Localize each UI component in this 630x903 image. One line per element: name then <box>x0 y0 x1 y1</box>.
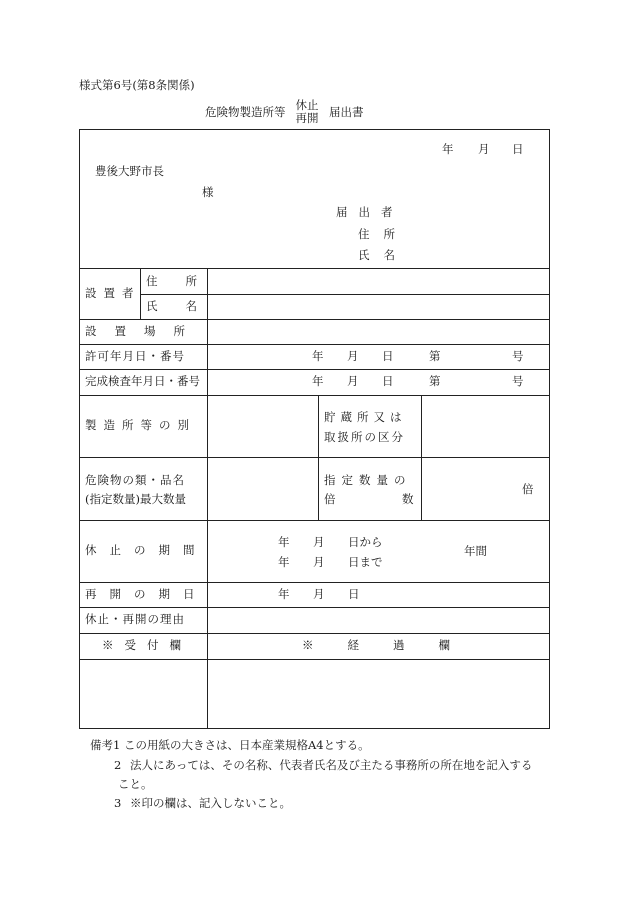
progress-label: ※経過欄 <box>302 638 484 652</box>
permit-month: 月 <box>347 349 359 363</box>
note-2-number: 2 <box>114 758 122 772</box>
multiple-line2a: 倍 <box>324 492 336 506</box>
installer-address-label: 住所 <box>146 274 225 288</box>
rule-h12 <box>79 659 550 660</box>
suspension-period-label: 休止の期間 <box>85 543 208 557</box>
inspection-year: 年 <box>312 374 324 388</box>
title-main: 危険物製造所等 <box>205 105 286 119</box>
period-to-suffix: 日まで <box>348 555 383 569</box>
installer-label: 設置者 <box>85 286 141 300</box>
permit-number-prefix: 第 <box>429 349 441 363</box>
period-from-suffix: 日から <box>348 535 383 549</box>
applicant-label <box>336 205 404 219</box>
facility-type-label: 製造所等の別 <box>85 418 196 432</box>
rule-h1 <box>79 268 550 269</box>
permit-number-suffix: 号 <box>512 349 524 363</box>
rule-h6 <box>79 395 550 396</box>
location-label: 設置場所 <box>85 324 203 338</box>
title-suffix: 届出書 <box>329 105 364 119</box>
multiple-line2b: 数 <box>402 492 414 506</box>
submit-year: 年 <box>442 142 454 156</box>
title-option-suspend: 休止 <box>295 98 319 112</box>
rule-v-main <box>207 268 208 729</box>
submit-month: 月 <box>478 142 490 156</box>
rule-h9 <box>79 582 550 583</box>
note-3-number: 3 <box>114 796 122 810</box>
rule-h2 <box>140 294 550 295</box>
permit-year: 年 <box>312 349 324 363</box>
period-years: 年間 <box>464 544 487 558</box>
addressee: 豊後大野市長 <box>95 164 164 178</box>
permit-label: 許可年月日・番号 <box>85 349 185 363</box>
applicant-name-label: 氏名 <box>358 248 409 262</box>
period-to-year: 年 <box>278 555 290 569</box>
inspection-number-suffix: 号 <box>512 374 524 388</box>
note-3-text: ※印の欄は、記入しないこと。 <box>130 796 291 810</box>
rule-v-mid-left <box>318 395 319 520</box>
note-1: 備考1 この用紙の大きさは、日本産業規格A4とする。 <box>90 738 370 752</box>
installer-name-label: 氏名 <box>146 299 225 313</box>
resume-date-label: 再開の期日 <box>85 587 208 601</box>
reason-label: 休止・再開の理由 <box>85 612 185 626</box>
submit-day: 日 <box>512 142 524 156</box>
storage-class-line1: 貯蔵所又は <box>324 410 407 424</box>
inspection-day: 日 <box>382 374 394 388</box>
reception-label: ※受付欄 <box>102 638 192 652</box>
note-2-text: 法人にあっては、その名称、代表者氏名及び主たる事務所の所在地を記入する <box>130 758 533 772</box>
applicant-label-text: 届出者 <box>336 205 404 219</box>
hazmat-line2: (指定数量)最大数量 <box>85 492 186 506</box>
rule-v-mid-right <box>421 395 422 520</box>
inspection-month: 月 <box>347 374 359 388</box>
rule-h4 <box>79 344 550 345</box>
rule-h5 <box>79 369 550 370</box>
honorific: 様 <box>202 185 214 199</box>
period-to-month: 月 <box>313 555 325 569</box>
times-unit: 倍 <box>522 482 534 496</box>
applicant-address-label: 住所 <box>358 227 409 241</box>
permit-day: 日 <box>382 349 394 363</box>
hazmat-line1: 危険物の類・品名 <box>85 473 185 487</box>
resume-month: 月 <box>313 587 325 601</box>
form-number-label: 様式第6号(第8条関係) <box>79 78 195 92</box>
multiple-line1: 指定数量の <box>324 473 412 487</box>
inspection-number-prefix: 第 <box>429 374 441 388</box>
period-from-year: 年 <box>278 535 290 549</box>
note-2-continuation: こと。 <box>118 777 153 791</box>
inspection-label: 完成検査年月日・番号 <box>85 374 200 388</box>
resume-day: 日 <box>348 587 360 601</box>
rule-h7 <box>79 457 550 458</box>
rule-h10 <box>79 607 550 608</box>
period-from-month: 月 <box>313 535 325 549</box>
rule-h3 <box>79 319 550 320</box>
rule-h8 <box>79 520 550 521</box>
resume-year: 年 <box>278 587 290 601</box>
title-option-group <box>292 99 322 125</box>
title-option-resume: 再開 <box>295 111 319 126</box>
storage-class-line2: 取扱所の区分 <box>324 430 405 444</box>
rule-h11 <box>79 633 550 634</box>
